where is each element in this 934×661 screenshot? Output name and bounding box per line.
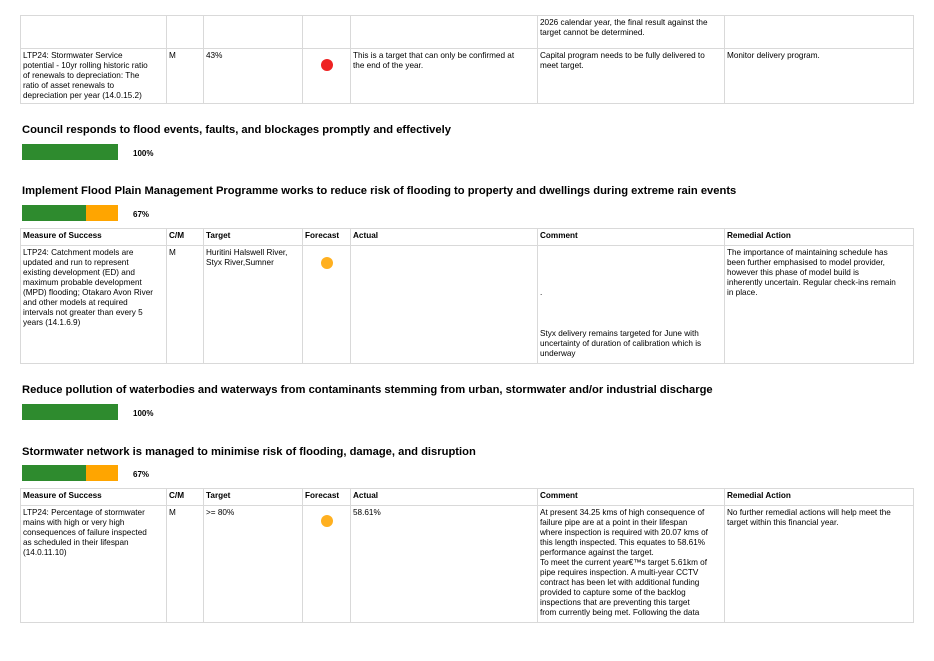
target-cell: >= 80% xyxy=(204,506,303,623)
actual-cell: 58.61% xyxy=(351,506,538,623)
comment-cell: 2026 calendar year, the final result against the target cannot be determined. xyxy=(538,16,725,49)
cm-cell: M xyxy=(167,246,204,364)
forecast-cell xyxy=(303,49,351,104)
section-heading: Council responds to flood events, faults, and blockages promptly and effectively xyxy=(22,124,451,136)
comment-text-bottom: Styx delivery remains targeted for June with uncertainty of duration of calibration which is underway xyxy=(540,329,702,358)
progress-percent: 67% xyxy=(133,210,150,219)
table-flood xyxy=(20,228,914,364)
progress-bar xyxy=(22,205,118,221)
col-header-measure: Measure of Success xyxy=(21,489,167,506)
col-header-comment: Comment xyxy=(538,489,725,506)
actual-cell xyxy=(351,246,538,364)
progress-percent: 100% xyxy=(133,409,154,418)
progress-bar xyxy=(22,404,118,420)
comment-text-top: . xyxy=(540,288,543,297)
col-header-remedial: Remedial Action xyxy=(725,229,914,246)
table-network xyxy=(20,488,914,623)
actual-cell: This is a target that can only be confirmed at the end of the year. xyxy=(351,49,538,104)
red-status-dot-icon xyxy=(321,59,333,71)
progress-percent: 67% xyxy=(133,470,150,479)
progress-fill-green xyxy=(22,144,118,160)
col-header-target: Target xyxy=(204,229,303,246)
progress-fill-green xyxy=(22,404,118,420)
table-header-row xyxy=(21,229,914,246)
table-header-row xyxy=(21,489,914,506)
measure-cell: LTP24: Percentage of stormwater mains with high or very high consequences of failure inspected as scheduled in their lifespan (14.0.11.10) xyxy=(21,506,167,623)
col-header-actual: Actual xyxy=(351,229,538,246)
amber-status-dot-icon xyxy=(321,515,333,527)
target-cell: 43% xyxy=(204,49,303,104)
table-row xyxy=(21,16,914,49)
cm-cell: M xyxy=(167,49,204,104)
progress-fill-orange xyxy=(86,205,118,221)
amber-status-dot-icon xyxy=(321,257,333,269)
forecast-cell xyxy=(303,246,351,364)
progress-bar xyxy=(22,465,118,481)
col-header-cm: C/M xyxy=(167,489,204,506)
remedial-cell: No further remedial actions will help meet the target within this financial year. xyxy=(725,506,914,623)
remedial-cell: The importance of maintaining schedule has been further emphasised to model provider, however this phase of model build is inherently uncertain. Regular check-ins remain in place. xyxy=(725,246,914,364)
col-header-forecast: Forecast xyxy=(303,229,351,246)
table-row xyxy=(21,246,914,364)
progress-fill-orange xyxy=(86,465,118,481)
table-row xyxy=(21,506,914,623)
col-header-comment: Comment xyxy=(538,229,725,246)
col-header-forecast: Forecast xyxy=(303,489,351,506)
measure-cell: LTP24: Stormwater Service potential - 10yr rolling historic ratio of renewals to depreciation: The ratio of asset renewals to depreciation per year (14.0.15.2) xyxy=(21,49,167,104)
col-header-remedial: Remedial Action xyxy=(725,489,914,506)
col-header-cm: C/M xyxy=(167,229,204,246)
progress-fill-green xyxy=(22,205,86,221)
cm-cell: M xyxy=(167,506,204,623)
progress-bar xyxy=(22,144,118,160)
section-heading: Implement Flood Plain Management Programme works to reduce risk of flooding to property and dwellings during extreme rain events xyxy=(22,185,737,197)
target-cell: Huritini Halswell River, Styx River,Sumner xyxy=(204,246,303,364)
section-heading: Reduce pollution of waterbodies and waterways from contaminants stemming from urban, stormwater and/or industrial discharge xyxy=(22,384,713,396)
table-row xyxy=(21,49,914,104)
measure-cell: LTP24: Catchment models are updated and run to represent existing development (ED) and maximum probable development (MPD) flooding; Otakaro Avon River and other models at required intervals not greater than every 5 years (14.1.6.9) xyxy=(21,246,167,364)
section-heading: Stormwater network is managed to minimise risk of flooding, damage, and disruption xyxy=(22,446,476,458)
progress-percent: 100% xyxy=(133,149,154,158)
comment-cell: Capital program needs to be fully delivered to meet target. xyxy=(538,49,725,104)
col-header-actual: Actual xyxy=(351,489,538,506)
progress-fill-green xyxy=(22,465,86,481)
forecast-cell xyxy=(303,506,351,623)
table-top xyxy=(20,15,914,104)
comment-cell: At present 34.25 kms of high consequence of failure pipe are at a point in their lifespan where inspection is required with 20.07 kms of this length inspected. This equates to 58.61% performance against the target. To meet the current year€™s target 5.61km of pipe requires inspection. A multi-year CCTV contract has been let with additional funding provided to capture some of the backlog inspections that are preventing this target from currently being met. Following the data xyxy=(538,506,725,623)
col-header-measure: Measure of Success xyxy=(21,229,167,246)
col-header-target: Target xyxy=(204,489,303,506)
comment-cell xyxy=(538,246,725,364)
remedial-cell: Monitor delivery program. xyxy=(725,49,914,104)
